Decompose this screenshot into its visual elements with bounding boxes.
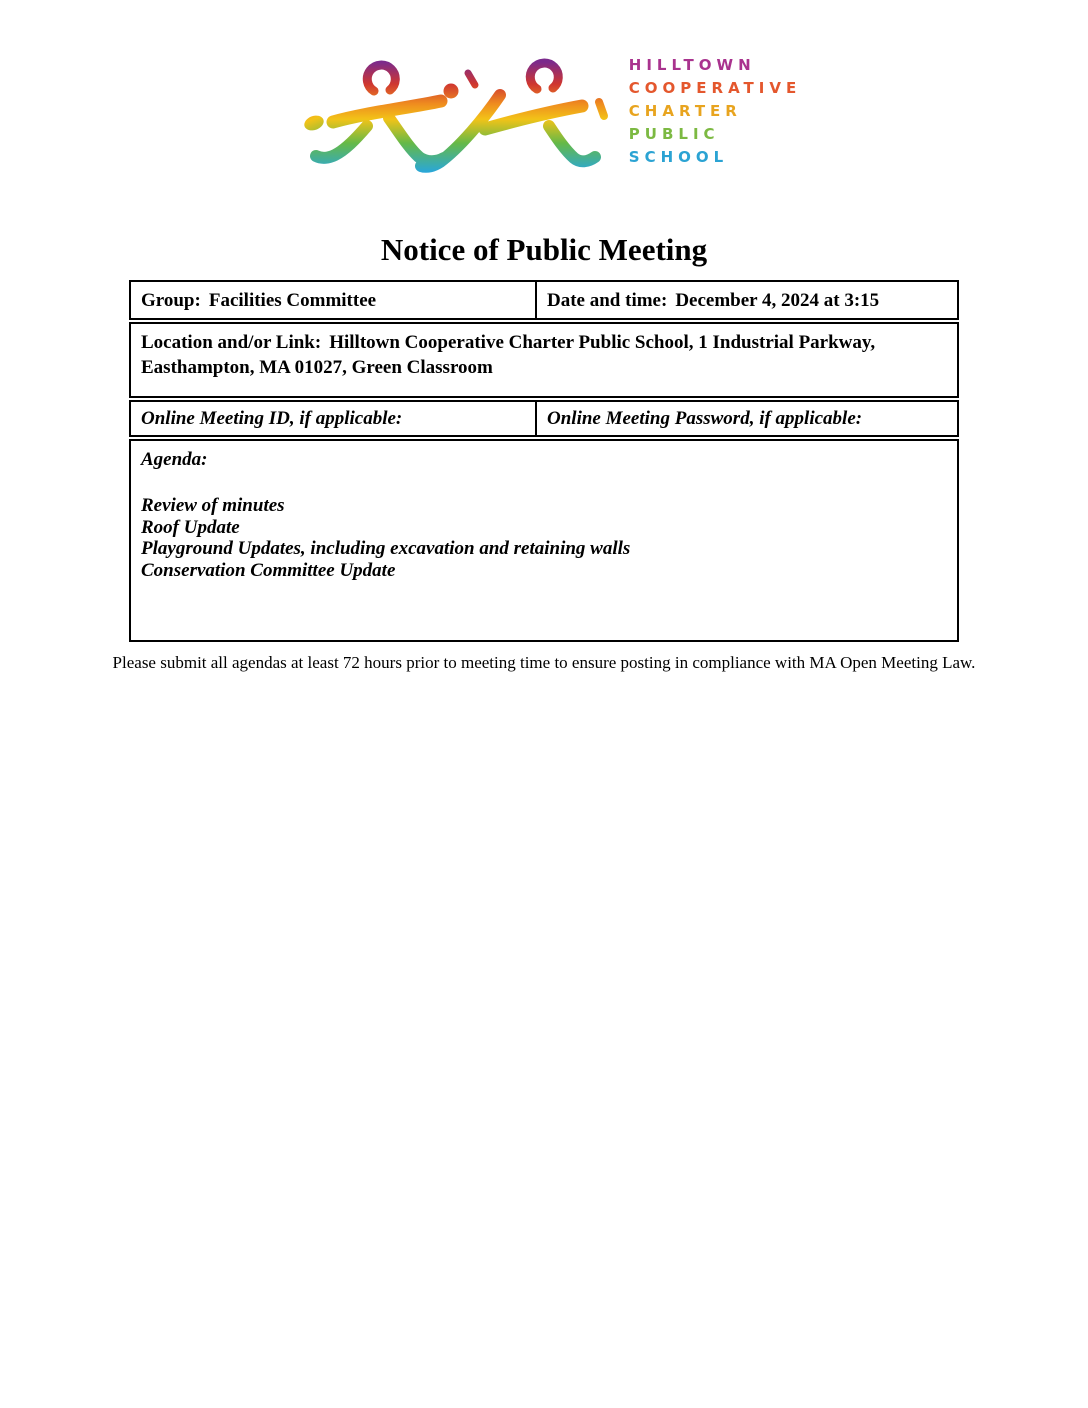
agenda-item: Playground Updates, including excavation and retaining walls xyxy=(141,538,631,559)
school-name-line: PUBLIC xyxy=(628,125,720,143)
compliance-note: Please submit all agendas at least 72 hours prior to meeting time to ensure posting in compliance with MA Open Meeting Law. xyxy=(112,653,976,672)
school-name-line: HILLTOWN xyxy=(628,56,756,74)
online-meeting-password-label: Online Meeting Password, if applicable: xyxy=(547,408,863,429)
group-label: Group: xyxy=(141,290,201,311)
date-time-value: December 4, 2024 at 3:15 xyxy=(675,290,880,311)
date-time-label: Date and time: xyxy=(547,290,668,311)
agenda-item: Review of minutes xyxy=(141,495,285,516)
table-row-location xyxy=(129,322,959,398)
agenda-blank-line xyxy=(141,472,947,495)
location-cell xyxy=(131,324,957,384)
location-value: Hilltown Cooperative Charter Public School, 1 Industrial Parkway, Easthampton, MA 01027, Green Classroom xyxy=(141,332,876,378)
online-meeting-id-label: Online Meeting ID, if applicable: xyxy=(131,402,537,435)
school-logo xyxy=(0,50,1088,200)
school-name-line: COOPERATIVE xyxy=(628,79,802,97)
location-label: Location and/or Link: xyxy=(141,332,322,353)
table-row-agenda xyxy=(129,439,959,642)
agenda-cell xyxy=(131,441,957,585)
table-row-group-date xyxy=(129,280,959,320)
group-value: Facilities Committee xyxy=(208,290,377,311)
school-name xyxy=(629,50,801,169)
dancing-figures-logo-icon xyxy=(287,50,617,200)
agenda-item: Roof Update xyxy=(141,516,240,538)
agenda-item: Conservation Committee Update xyxy=(141,559,396,581)
table-row-online-meeting xyxy=(129,400,959,437)
group-cell xyxy=(131,282,537,318)
page-title: Notice of Public Meeting xyxy=(380,232,708,267)
school-name-line: CHARTER xyxy=(628,102,742,120)
agenda-label: Agenda: xyxy=(141,449,208,470)
school-name-line: SCHOOL xyxy=(628,148,729,166)
date-time-cell xyxy=(537,282,957,318)
meeting-notice-table xyxy=(129,280,959,642)
